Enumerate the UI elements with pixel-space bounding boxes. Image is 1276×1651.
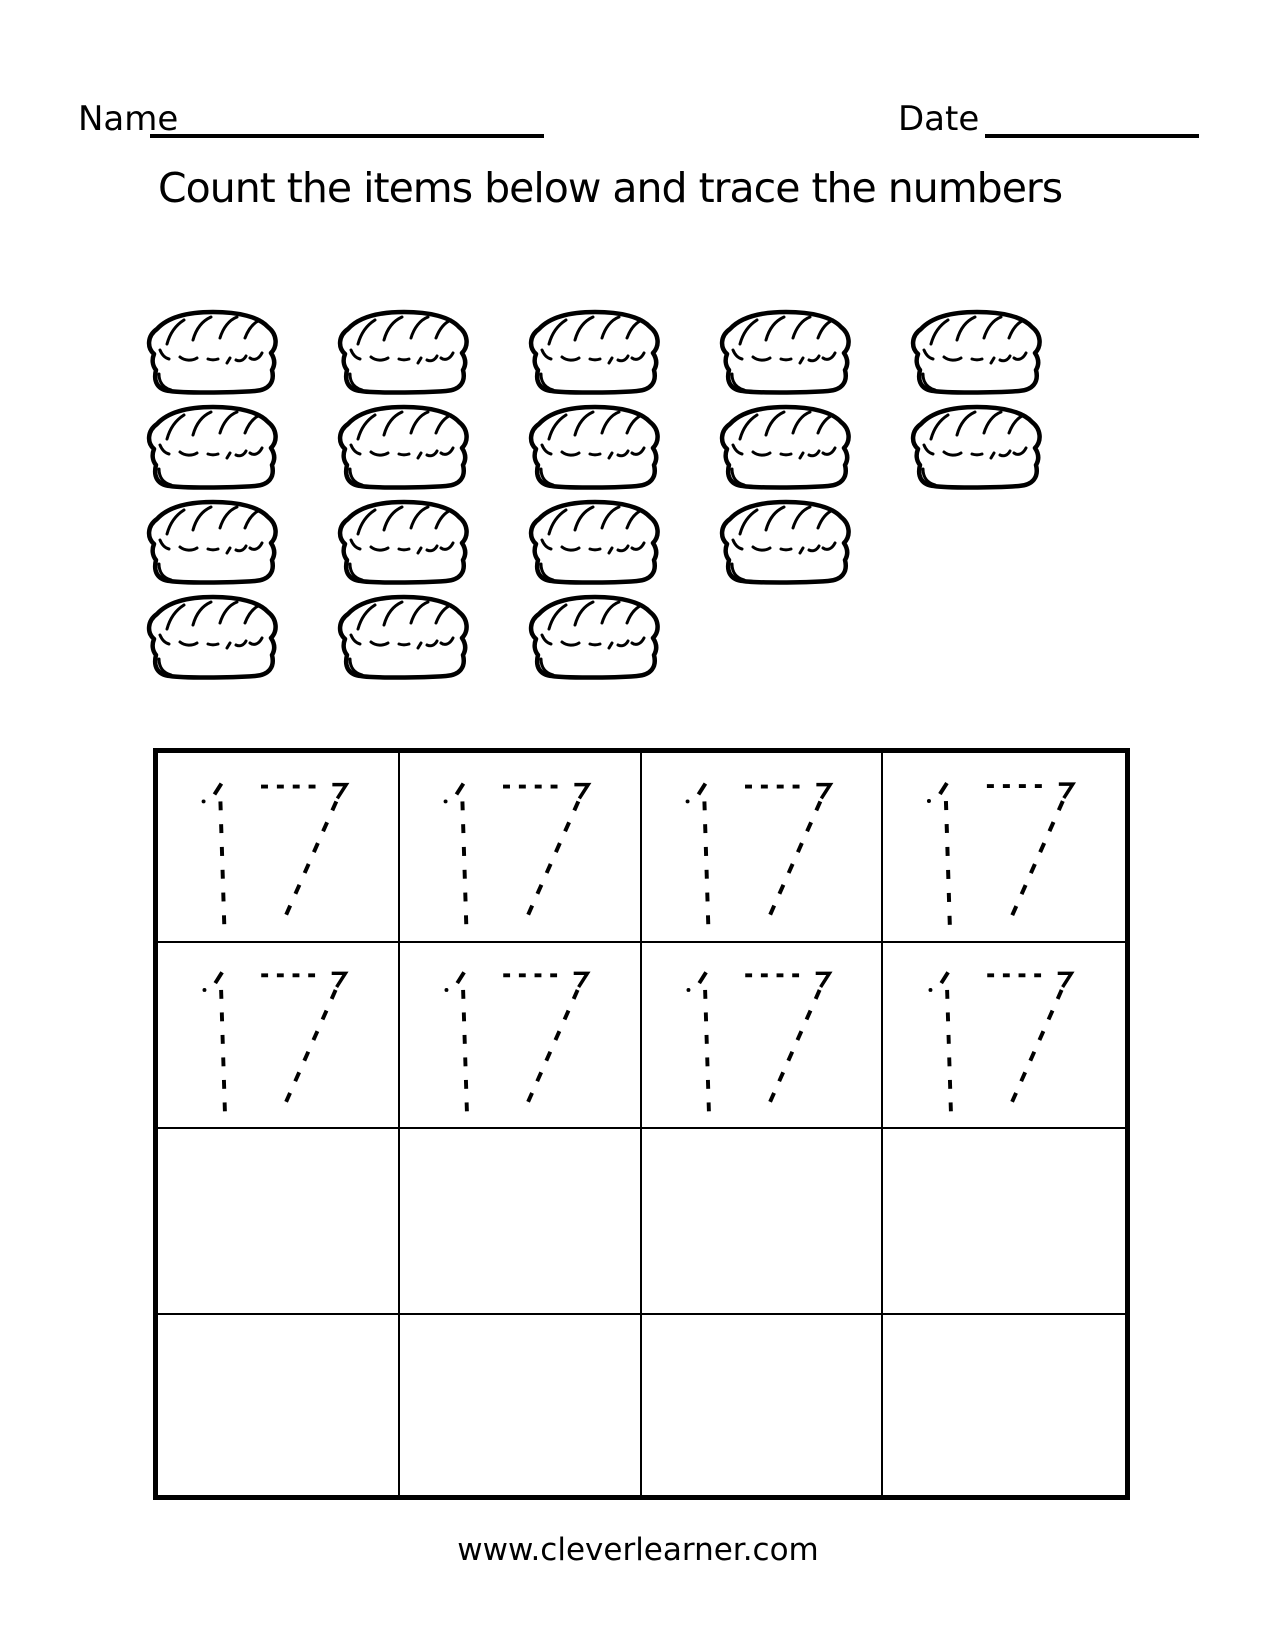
loaf-row-4 <box>141 593 1048 681</box>
bread-loaf-icon <box>523 403 666 491</box>
loaf-row-2 <box>141 403 1048 491</box>
trace-cell-r3c2[interactable] <box>400 1129 642 1315</box>
dashed-number-17 <box>400 753 640 941</box>
trace-cell-r1c1[interactable] <box>158 753 400 943</box>
loaf-row-1 <box>141 308 1048 396</box>
dashed-number-17 <box>883 753 1125 941</box>
dashed-number-17 <box>158 943 398 1127</box>
bread-loaf-icon <box>523 593 666 681</box>
trace-grid <box>153 748 1130 1500</box>
bread-loaf-icon <box>332 498 475 586</box>
dashed-number-17 <box>883 943 1125 1127</box>
bread-loaf-icon <box>141 498 284 586</box>
bread-loaf-icon <box>141 308 284 396</box>
bread-loaf-icon <box>523 498 666 586</box>
trace-cell-r2c4[interactable] <box>883 943 1125 1129</box>
bread-loaf-icon <box>523 308 666 396</box>
trace-cell-r1c3[interactable] <box>642 753 884 943</box>
trace-cell-r2c3[interactable] <box>642 943 884 1129</box>
worksheet-title: Count the items below and trace the numbers <box>158 164 1063 212</box>
trace-cell-r2c1[interactable] <box>158 943 400 1129</box>
bread-loaf-icon <box>332 593 475 681</box>
website-text: www.cleverlearner.com <box>457 1532 819 1568</box>
trace-cell-r4c3[interactable] <box>642 1315 884 1495</box>
loaf-row-3 <box>141 498 1048 586</box>
dashed-number-17 <box>642 753 882 941</box>
dashed-number-17 <box>642 943 882 1127</box>
bread-loaf-icon <box>905 308 1048 396</box>
trace-cell-r3c3[interactable] <box>642 1129 884 1315</box>
date-input-line[interactable] <box>985 134 1199 138</box>
trace-cell-r2c2[interactable] <box>400 943 642 1129</box>
name-label: Name <box>78 99 179 139</box>
trace-cell-r4c4[interactable] <box>883 1315 1125 1495</box>
bread-loaf-icon <box>905 403 1048 491</box>
bread-loaf-icon <box>141 593 284 681</box>
trace-cell-r4c2[interactable] <box>400 1315 642 1495</box>
items-area <box>141 308 1048 681</box>
bread-loaf-icon <box>714 498 857 586</box>
bread-loaf-icon <box>332 308 475 396</box>
trace-cell-r4c1[interactable] <box>158 1315 400 1495</box>
bread-loaf-icon <box>714 403 857 491</box>
dashed-number-17 <box>158 753 398 941</box>
bread-loaf-icon <box>141 403 284 491</box>
bread-loaf-icon <box>332 403 475 491</box>
name-input-line[interactable] <box>150 134 544 138</box>
trace-cell-r3c4[interactable] <box>883 1129 1125 1315</box>
trace-cell-r1c4[interactable] <box>883 753 1125 943</box>
bread-loaf-icon <box>714 308 857 396</box>
date-label: Date <box>898 99 980 139</box>
trace-cell-r3c1[interactable] <box>158 1129 400 1315</box>
trace-cell-r1c2[interactable] <box>400 753 642 943</box>
dashed-number-17 <box>400 943 640 1127</box>
